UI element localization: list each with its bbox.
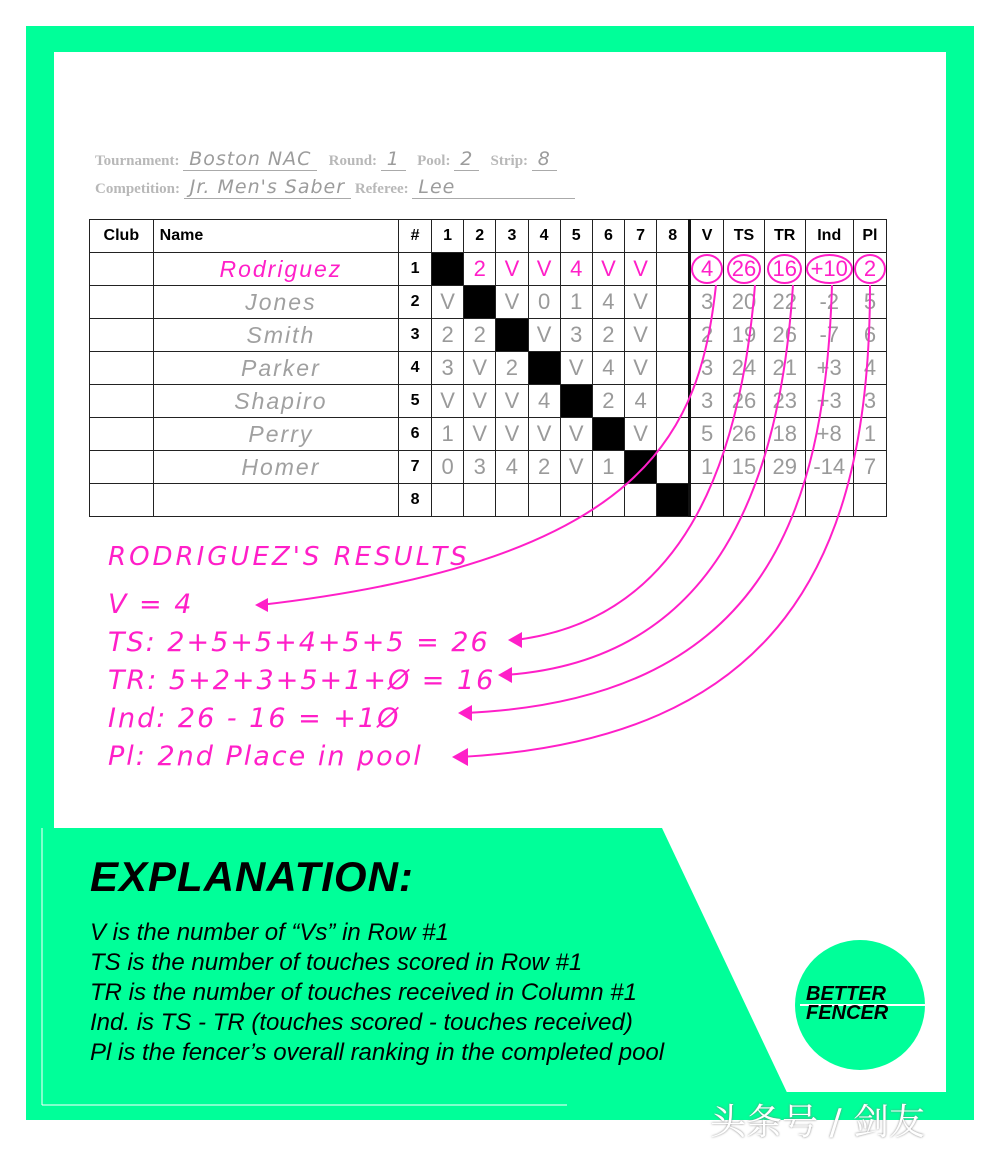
col-header: Name bbox=[153, 220, 398, 253]
ts-value-circled: 26 bbox=[727, 254, 761, 284]
bout-score: V bbox=[464, 418, 496, 451]
bout-score: V bbox=[625, 253, 657, 286]
bout-score: V bbox=[431, 385, 463, 418]
arrowhead-tr bbox=[498, 667, 512, 683]
tournament-value: Boston NAC bbox=[183, 148, 317, 171]
bout-score: V bbox=[560, 451, 592, 484]
ind-cell: +3 bbox=[805, 385, 853, 418]
explanation-line: Pl is the fencer’s overall ranking in the completed pool bbox=[90, 1039, 665, 1066]
round-value: 1 bbox=[381, 148, 406, 171]
logo-line-2: FENCER bbox=[806, 1002, 889, 1024]
ind-cell: -7 bbox=[805, 319, 853, 352]
bout-score: V bbox=[625, 286, 657, 319]
tr-cell: 18 bbox=[764, 418, 805, 451]
bout-score: 1 bbox=[592, 451, 624, 484]
v-cell: 3 bbox=[690, 352, 724, 385]
explanation-line: Ind. is TS - TR (touches scored - touches received) bbox=[90, 1009, 633, 1036]
ts-cell: 24 bbox=[724, 352, 765, 385]
pl-cell: 4 bbox=[853, 352, 886, 385]
pl-cell: 7 bbox=[853, 451, 886, 484]
col-header: Pl bbox=[853, 220, 886, 253]
arrowhead-ind bbox=[458, 705, 472, 721]
explanation-text bbox=[90, 918, 664, 1068]
bout-score: 2 bbox=[496, 352, 528, 385]
result-line-pl: Pl: 2nd Place in pool bbox=[108, 741, 423, 772]
bout-score: 2 bbox=[464, 253, 496, 286]
bout-score: 4 bbox=[592, 352, 624, 385]
col-header: 4 bbox=[528, 220, 560, 253]
round-label: Round: bbox=[328, 153, 378, 169]
bout-score: 0 bbox=[528, 286, 560, 319]
bout-score: V bbox=[560, 418, 592, 451]
tr-cell: 23 bbox=[764, 385, 805, 418]
bout-score: 2 bbox=[528, 451, 560, 484]
bout-score: 1 bbox=[431, 418, 463, 451]
fencer-number: 2 bbox=[399, 286, 432, 319]
referee-label: Referee: bbox=[354, 181, 409, 197]
bout-score: V bbox=[464, 385, 496, 418]
col-header: 8 bbox=[657, 220, 690, 253]
bout-score: 0 bbox=[431, 451, 463, 484]
ts-cell: 19 bbox=[724, 319, 765, 352]
arrowhead-pl bbox=[452, 748, 468, 766]
bout-score: 4 bbox=[528, 385, 560, 418]
pool-value: 2 bbox=[454, 148, 479, 171]
bout-score: 4 bbox=[592, 286, 624, 319]
arrow-pl bbox=[460, 285, 870, 757]
strip-value: 8 bbox=[532, 148, 557, 171]
fencer-name: Jones bbox=[153, 286, 398, 319]
bout-score: V bbox=[592, 253, 624, 286]
arrow-ind bbox=[465, 285, 832, 713]
tr-cell: 21 bbox=[764, 352, 805, 385]
ts-cell: 20 bbox=[724, 286, 765, 319]
v-cell: 5 bbox=[690, 418, 724, 451]
col-header: # bbox=[399, 220, 432, 253]
bout-score: 2 bbox=[464, 319, 496, 352]
ind-cell: -14 bbox=[805, 451, 853, 484]
referee-value: Lee bbox=[412, 176, 575, 199]
explanation-line: TR is the number of touches received in Column #1 bbox=[90, 979, 637, 1006]
bout-score: 2 bbox=[431, 319, 463, 352]
bout-score: 3 bbox=[431, 352, 463, 385]
result-line-ts: TS: 2+5+5+4+5+5 = 26 bbox=[108, 627, 490, 658]
ts-cell: 26 bbox=[724, 418, 765, 451]
col-header: V bbox=[690, 220, 724, 253]
bout-score: V bbox=[464, 352, 496, 385]
bout-score: 3 bbox=[464, 451, 496, 484]
explanation-line: V is the number of “Vs” in Row #1 bbox=[90, 919, 449, 946]
col-header: 7 bbox=[625, 220, 657, 253]
fencer-number: 6 bbox=[399, 418, 432, 451]
col-header: 6 bbox=[592, 220, 624, 253]
fencer-name: Parker bbox=[153, 352, 398, 385]
bout-score: V bbox=[560, 352, 592, 385]
arrow-v bbox=[260, 285, 716, 605]
arrow-tr bbox=[505, 285, 793, 675]
strip-label: Strip: bbox=[490, 153, 529, 169]
bout-score: V bbox=[528, 418, 560, 451]
bout-score: 4 bbox=[560, 253, 592, 286]
result-line-tr: TR: 5+2+3+5+1+Ø = 16 bbox=[108, 665, 496, 696]
fencer-number: 1 bbox=[399, 253, 432, 286]
bout-score: V bbox=[496, 286, 528, 319]
fencer-number: 5 bbox=[399, 385, 432, 418]
ts-cell: 15 bbox=[724, 451, 765, 484]
v-cell: 2 bbox=[690, 319, 724, 352]
arrowhead-ts bbox=[508, 632, 522, 648]
bout-score: V bbox=[528, 253, 560, 286]
bout-score: V bbox=[528, 319, 560, 352]
bout-score: V bbox=[496, 418, 528, 451]
col-header: 2 bbox=[464, 220, 496, 253]
col-header: TS bbox=[724, 220, 765, 253]
result-line-v: V = 4 bbox=[108, 589, 194, 620]
bout-score: 1 bbox=[560, 286, 592, 319]
col-header: 1 bbox=[431, 220, 463, 253]
pl-cell: 3 bbox=[853, 385, 886, 418]
logo-line-1: BETTER bbox=[806, 983, 886, 1005]
v-cell: 3 bbox=[690, 385, 724, 418]
ind-cell: -2 bbox=[805, 286, 853, 319]
ind-cell: +3 bbox=[805, 352, 853, 385]
col-header: TR bbox=[764, 220, 805, 253]
arrowhead-v bbox=[255, 598, 268, 612]
fencer-number: 8 bbox=[399, 484, 432, 517]
competition-label: Competition: bbox=[95, 181, 180, 197]
col-header: 5 bbox=[560, 220, 592, 253]
explanation-line: TS is the number of touches scored in Row #1 bbox=[90, 949, 583, 976]
bout-score: 2 bbox=[592, 319, 624, 352]
col-header: Ind bbox=[805, 220, 853, 253]
tr-cell: 22 bbox=[764, 286, 805, 319]
bout-score: 2 bbox=[592, 385, 624, 418]
bout-score: V bbox=[625, 352, 657, 385]
fencer-number: 4 bbox=[399, 352, 432, 385]
tr-cell: 26 bbox=[764, 319, 805, 352]
fencer-name: Smith bbox=[153, 319, 398, 352]
tournament-label: Tournament: bbox=[95, 153, 180, 169]
bout-score: V bbox=[625, 418, 657, 451]
tr-value-circled: 16 bbox=[767, 254, 801, 284]
fencer-number: 7 bbox=[399, 451, 432, 484]
v-cell: 1 bbox=[690, 451, 724, 484]
ts-cell: 26 bbox=[724, 385, 765, 418]
bout-score: V bbox=[431, 286, 463, 319]
competition-value: Jr. Men's Saber bbox=[184, 176, 351, 199]
pl-cell: 6 bbox=[853, 319, 886, 352]
tr-cell: 29 bbox=[764, 451, 805, 484]
fencer-name: Homer bbox=[153, 451, 398, 484]
watermark: 头条号 / 剑友 bbox=[710, 1102, 926, 1143]
bout-score: 4 bbox=[496, 451, 528, 484]
fencer-name: Rodriguez bbox=[153, 253, 398, 286]
pool-label: Pool: bbox=[417, 153, 451, 169]
pl-cell: 5 bbox=[853, 286, 886, 319]
fencer-name: Perry bbox=[153, 418, 398, 451]
v-value-circled: 4 bbox=[691, 254, 723, 284]
results-title: RODRIGUEZ'S RESULTS bbox=[108, 542, 470, 572]
bout-score: V bbox=[496, 385, 528, 418]
ind-value-circled: +10 bbox=[806, 254, 853, 284]
pl-cell: 1 bbox=[853, 418, 886, 451]
logo-text bbox=[806, 985, 888, 1023]
ind-cell: +8 bbox=[805, 418, 853, 451]
arrow-ts bbox=[515, 285, 755, 640]
pl-value-circled: 2 bbox=[854, 254, 886, 284]
result-line-ind: Ind: 26 - 16 = +1Ø bbox=[108, 703, 401, 734]
bout-score: 4 bbox=[625, 385, 657, 418]
col-header: 3 bbox=[496, 220, 528, 253]
fencer-number: 3 bbox=[399, 319, 432, 352]
bout-score: V bbox=[625, 319, 657, 352]
bout-score: V bbox=[496, 253, 528, 286]
v-cell: 3 bbox=[690, 286, 724, 319]
col-header: Club bbox=[90, 220, 154, 253]
bout-score: 3 bbox=[560, 319, 592, 352]
explanation-title: EXPLANATION: bbox=[90, 853, 414, 900]
fencer-name: Shapiro bbox=[153, 385, 398, 418]
